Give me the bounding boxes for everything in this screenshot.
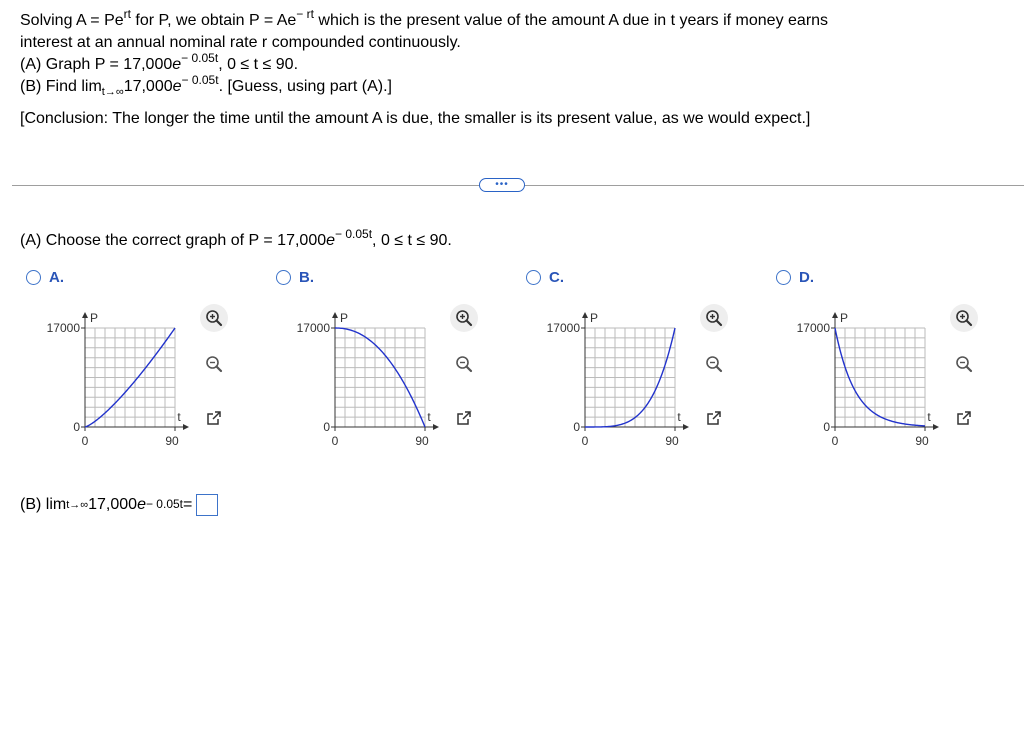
graph-svg	[280, 300, 440, 460]
y-tick-label: 17000	[546, 321, 580, 335]
x-zero-label: 0	[581, 434, 589, 448]
x-zero-label: 0	[831, 434, 839, 448]
pop-out-icon[interactable]	[200, 404, 228, 432]
option-d-radio[interactable]	[776, 270, 791, 285]
problem-line-2: interest at an annual nominal rate r compounded continuously.	[20, 34, 461, 51]
answer-input[interactable]	[196, 494, 218, 516]
option-b[interactable]	[276, 269, 314, 286]
zoom-out-icon[interactable]	[450, 350, 478, 378]
graph-svg	[780, 300, 940, 460]
problem-line-1: Solving $A = Pe^{rt}$ for P, we obtain $P = Ae^{- rt}$ which is the present value of the amount A due in t years if money earns	[20, 6, 829, 29]
x-axis-label: t	[677, 410, 681, 424]
y-axis-label: P	[840, 311, 849, 325]
question-b: (B) lim t→∞ 17,000 e $^{- 0.05t}$ =	[20, 494, 218, 516]
y-axis-label: P	[590, 311, 599, 325]
expand-button[interactable]: •••	[479, 178, 525, 192]
option-c[interactable]	[526, 269, 564, 286]
problem-part-a: (A) Graph $P = 17,000e^{- 0.05t}$, 0 ≤ t ≤ 90.	[20, 50, 299, 73]
pop-out-icon[interactable]	[700, 404, 728, 432]
option-b-radio[interactable]	[276, 270, 291, 285]
option-c-radio[interactable]	[526, 270, 541, 285]
x-axis-label: t	[177, 410, 181, 424]
x-tick-label: 90	[415, 434, 429, 448]
zoom-in-icon[interactable]	[700, 304, 728, 332]
graph-svg	[30, 300, 190, 460]
option-b-label: B.	[299, 269, 314, 286]
x-zero-label: 0	[331, 434, 339, 448]
x-zero-label: 0	[81, 434, 89, 448]
x-tick-label: 90	[165, 434, 179, 448]
pop-out-icon[interactable]	[450, 404, 478, 432]
graph-curve	[835, 328, 925, 426]
x-axis-label: t	[927, 410, 931, 424]
y-zero-label: 0	[73, 420, 80, 434]
graph-d	[780, 300, 940, 460]
problem-part-b: (B) Find $\lim_{t\to\infty}17,000e^{- 0.05t}$. [Guess, using part (A).]	[20, 72, 392, 99]
zoom-out-icon[interactable]	[200, 350, 228, 378]
graph-c	[530, 300, 690, 460]
pop-out-icon[interactable]	[950, 404, 978, 432]
x-tick-label: 90	[665, 434, 679, 448]
question-a: (A) Choose the correct graph of $P = 17,000e^{- 0.05t}$, 0 ≤ t ≤ 90.	[20, 226, 452, 249]
y-zero-label: 0	[573, 420, 580, 434]
option-a[interactable]	[26, 269, 64, 286]
y-axis-label: P	[340, 311, 349, 325]
zoom-in-icon[interactable]	[450, 304, 478, 332]
graph-a	[30, 300, 190, 460]
zoom-out-icon[interactable]	[950, 350, 978, 378]
y-tick-label: 17000	[796, 321, 830, 335]
problem-statement	[20, 6, 1010, 130]
zoom-in-icon[interactable]	[950, 304, 978, 332]
graph-b	[280, 300, 440, 460]
y-zero-label: 0	[323, 420, 330, 434]
x-tick-label: 90	[915, 434, 929, 448]
zoom-in-icon[interactable]	[200, 304, 228, 332]
option-d[interactable]	[776, 269, 814, 286]
y-tick-label: 17000	[296, 321, 330, 335]
option-a-label: A.	[49, 269, 64, 286]
option-a-radio[interactable]	[26, 270, 41, 285]
option-d-label: D.	[799, 269, 814, 286]
problem-conclusion: [Conclusion: The longer the time until the amount A is due, the smaller is its present value, as we would expect.]	[20, 110, 811, 127]
y-axis-label: P	[90, 311, 99, 325]
y-tick-label: 17000	[46, 321, 80, 335]
x-axis-label: t	[427, 410, 431, 424]
y-zero-label: 0	[823, 420, 830, 434]
zoom-out-icon[interactable]	[700, 350, 728, 378]
option-c-label: C.	[549, 269, 564, 286]
graph-svg	[530, 300, 690, 460]
